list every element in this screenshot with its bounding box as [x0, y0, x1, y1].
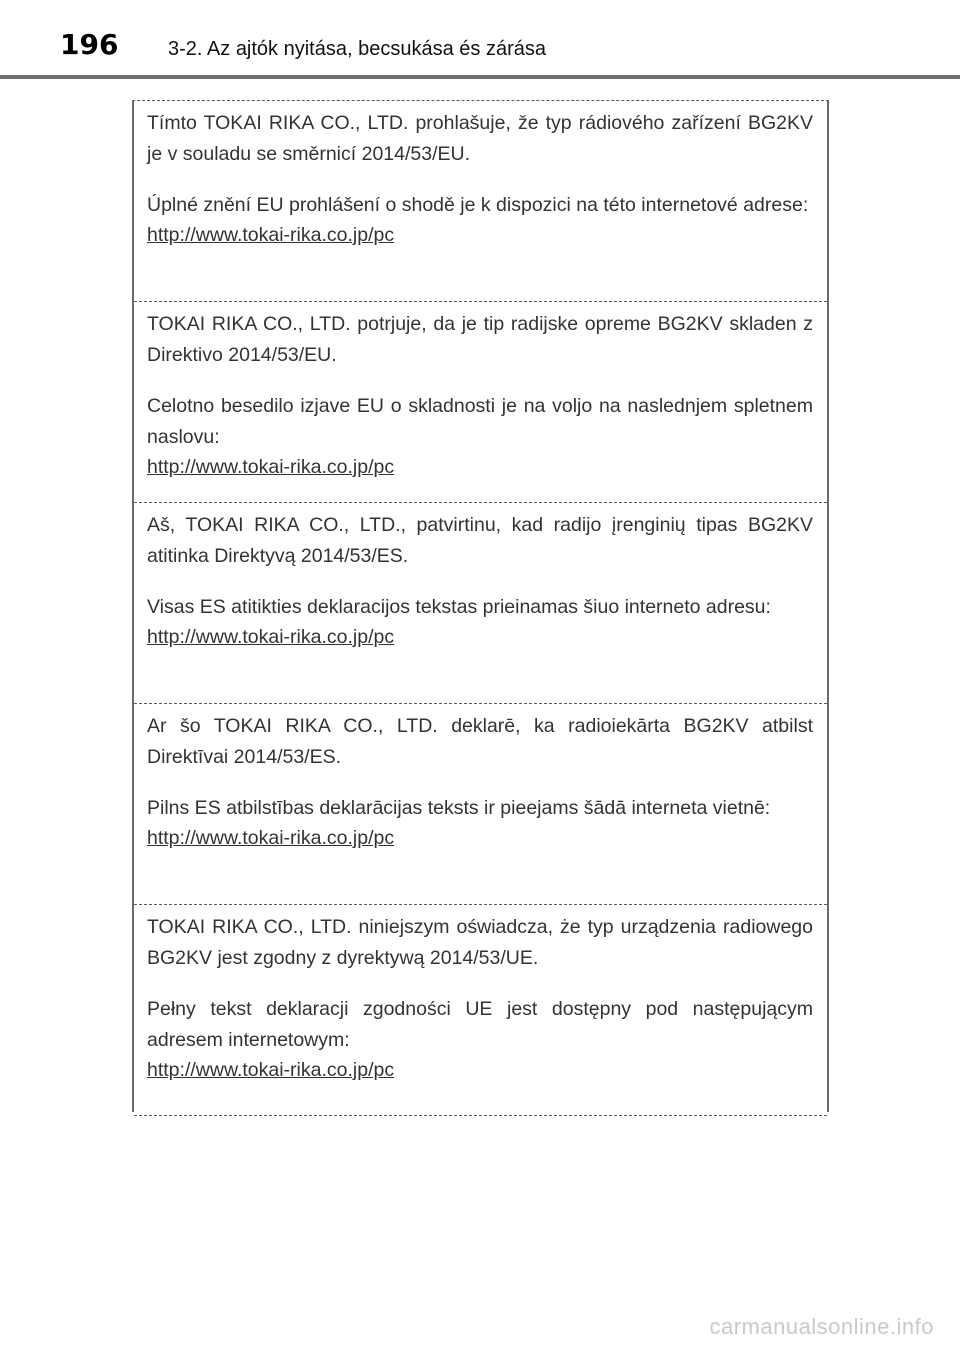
declaration-availability: Pilns ES atbilstības deklarācijas teksts ir pieejams šādā interneta vietnē:: [147, 797, 771, 819]
page-header: [0, 0, 960, 80]
page-number: 196: [60, 28, 119, 61]
declaration-availability: Visas ES atitikties deklaracijos tekstas prieinamas šiuo interneto adresu:: [147, 596, 771, 618]
declaration-block-cs: [134, 101, 827, 302]
declaration-block-pl: [134, 905, 827, 1116]
declaration-block-sl: [134, 302, 827, 503]
declaration-statement: TOKAI RIKA CO., LTD. niniejszym oświadcza, że typ urządzenia radiowego BG2KV jest zgodny z dyrektywą 2014/53/UE.: [147, 916, 813, 969]
declaration-block-lt: [134, 503, 827, 704]
watermark: carmanualsonline.info: [709, 1314, 934, 1339]
declaration-link[interactable]: http://www.tokai-rika.co.jp/pc: [147, 827, 395, 849]
declaration-availability: Celotno besedilo izjave EU o skladnosti je na voljo na naslednjem spletnem naslovu:: [147, 395, 813, 448]
declaration-statement: Ar šo TOKAI RIKA CO., LTD. deklarē, ka radioiekārta BG2KV atbilst Direktīvai 2014/53/ES.: [147, 715, 813, 768]
declaration-availability: Pełny tekst deklaracji zgodności UE jest dostępny pod następującym adresem internetowym:: [147, 998, 813, 1051]
declaration-statement: Tímto TOKAI RIKA CO., LTD. prohlašuje, že typ rádiového zařízení BG2KV je v souladu se směrnicí 2014/53/EU.: [147, 112, 813, 165]
declaration-link[interactable]: http://www.tokai-rika.co.jp/pc: [147, 626, 395, 648]
header-divider: [0, 75, 960, 79]
declaration-statement: TOKAI RIKA CO., LTD. potrjuje, da je tip radijske opreme BG2KV skladen z Direktivo 2014/53/EU.: [147, 313, 813, 366]
section-title: 3-2. Az ajtók nyitása, becsukása és zárása: [168, 38, 546, 60]
declaration-availability: Úplné znění EU prohlášení o shodě je k dispozici na této internetové adrese:: [147, 194, 809, 216]
declaration-box: [132, 100, 829, 1112]
declaration-block-lv: [134, 704, 827, 905]
declaration-link[interactable]: http://www.tokai-rika.co.jp/pc: [147, 224, 395, 246]
declaration-link[interactable]: http://www.tokai-rika.co.jp/pc: [147, 456, 395, 478]
declaration-statement: Aš, TOKAI RIKA CO., LTD., patvirtinu, kad radijo įrenginių tipas BG2KV atitinka Direktyvą 2014/53/ES.: [147, 514, 813, 567]
declaration-link[interactable]: http://www.tokai-rika.co.jp/pc: [147, 1059, 395, 1081]
